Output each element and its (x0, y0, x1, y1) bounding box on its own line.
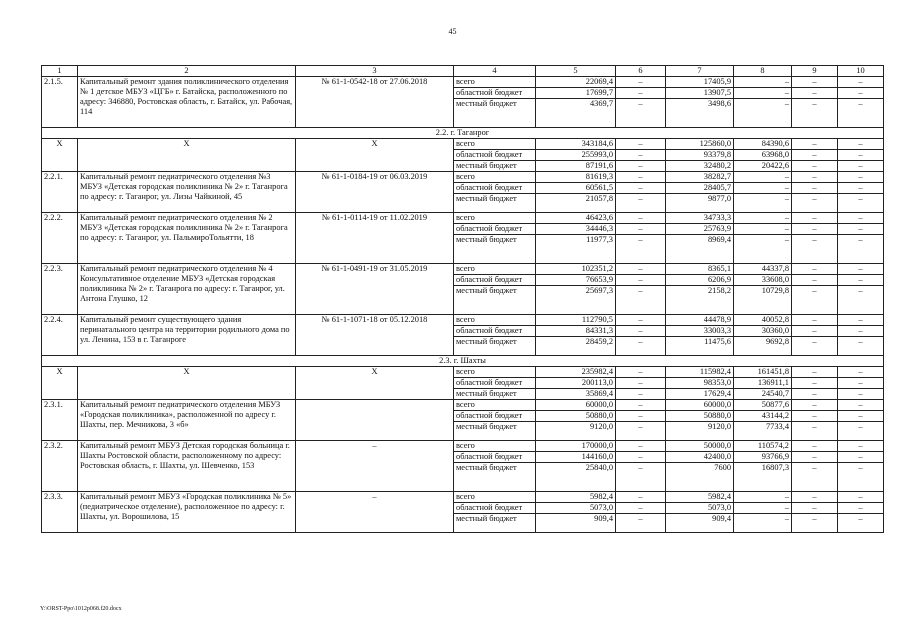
column-6-value: – (616, 194, 666, 213)
column-8-value: 10729,8 (734, 286, 792, 315)
column-7-value: 44478,9 (666, 315, 734, 326)
funding-type: местный бюджет (454, 389, 536, 400)
column-5-value: 50880,0 (536, 411, 616, 422)
section-row (42, 356, 884, 367)
item-number: 2.1.5. (42, 77, 78, 128)
column-5-value: 60561,5 (536, 183, 616, 194)
column-9-value: – (792, 492, 838, 503)
column-5-value: 60000,0 (536, 400, 616, 411)
column-9-value: – (792, 367, 838, 378)
column-8-value: 33608,0 (734, 275, 792, 286)
column-5-value: 81619,3 (536, 172, 616, 183)
column-8-value: – (734, 213, 792, 224)
column-10-value: – (838, 161, 884, 172)
section-row (42, 128, 884, 139)
item-document: № 61-1-0184-19 от 06.03.2019 (296, 172, 454, 213)
column-6-value: – (616, 503, 666, 514)
column-8-value: 43144,2 (734, 411, 792, 422)
column-10-value: – (838, 452, 884, 463)
item-number: 2.3.3. (42, 492, 78, 533)
column-number: 3 (296, 66, 454, 77)
column-8-value: 136911,1 (734, 378, 792, 389)
column-10-value: – (838, 194, 884, 213)
funding-type: всего (454, 315, 536, 326)
column-number: 6 (616, 66, 666, 77)
item-document: № 61-1-0114-19 от 11.02.2019 (296, 213, 454, 264)
funding-type: всего (454, 400, 536, 411)
funding-type: областной бюджет (454, 275, 536, 286)
column-number: 10 (838, 66, 884, 77)
column-6-value: – (616, 77, 666, 88)
column-6-value: – (616, 389, 666, 400)
column-6-value: – (616, 213, 666, 224)
column-9-value: – (792, 99, 838, 128)
column-6-value: – (616, 315, 666, 326)
item-number: 2.3.2. (42, 441, 78, 492)
column-6-value: – (616, 400, 666, 411)
column-8-value: – (734, 503, 792, 514)
item-number: Х (42, 139, 78, 172)
column-9-value: – (792, 194, 838, 213)
column-7-value: 32480,2 (666, 161, 734, 172)
column-10-value: – (838, 400, 884, 411)
column-7-value: 17629,4 (666, 389, 734, 400)
column-7-value: 50880,0 (666, 411, 734, 422)
column-5-value: 87191,6 (536, 161, 616, 172)
column-number: 8 (734, 66, 792, 77)
column-7-value: 34733,3 (666, 213, 734, 224)
column-10-value: – (838, 172, 884, 183)
column-8-value: – (734, 224, 792, 235)
item-name: Капитальный ремонт МБУЗ «Городская поликлиника № 5» (педиатрическое отделение), расположенное по адресу: г. Шахты, ул. Ворошилова, 15 (78, 492, 296, 533)
column-9-value: – (792, 286, 838, 315)
funding-type: областной бюджет (454, 326, 536, 337)
funding-type: всего (454, 172, 536, 183)
column-6-value: – (616, 441, 666, 452)
column-7-value: 6206,9 (666, 275, 734, 286)
column-9-value: – (792, 275, 838, 286)
funding-type: местный бюджет (454, 235, 536, 264)
funding-type: местный бюджет (454, 286, 536, 315)
column-10-value: – (838, 503, 884, 514)
item-name: Капитальный ремонт МБУЗ Детская городская больница г. Шахты Ростовской области, расположенному по адресу: Ростовская область, г. Шахты, ул. Шевченко, 153 (78, 441, 296, 492)
table-row (42, 315, 884, 326)
funding-type: областной бюджет (454, 411, 536, 422)
column-9-value: – (792, 514, 838, 533)
column-7-value: 38282,7 (666, 172, 734, 183)
column-8-value: 40052,8 (734, 315, 792, 326)
column-10-value: – (838, 337, 884, 356)
funding-type: областной бюджет (454, 150, 536, 161)
column-number: 1 (42, 66, 78, 77)
item-number: 2.3.1. (42, 400, 78, 441)
item-name: Капитальный ремонт здания поликлинического отделения № 1 детское МБУЗ «ЦГБ» г. Батайска, расположенного по адресу: 346880, Ростовская область, г. Батайск, ул. Рабочая, 114 (78, 77, 296, 128)
column-8-value: 30360,0 (734, 326, 792, 337)
column-8-value: – (734, 172, 792, 183)
page-number: 45 (448, 27, 457, 36)
item-number: 2.2.1. (42, 172, 78, 213)
column-9-value: – (792, 389, 838, 400)
column-6-value: – (616, 172, 666, 183)
column-7-value: 9877,0 (666, 194, 734, 213)
column-5-value: 17699,7 (536, 88, 616, 99)
item-document: – (296, 492, 454, 533)
column-6-value: – (616, 264, 666, 275)
table-row (42, 367, 884, 378)
column-10-value: – (838, 264, 884, 275)
column-10-value: – (838, 224, 884, 235)
column-5-value: 11977,3 (536, 235, 616, 264)
table-row (42, 441, 884, 452)
column-7-value: 9120,0 (666, 422, 734, 441)
item-name: Капитальный ремонт педиатрического отделения МБУЗ «Городская поликлиника», расположенной по адресу г. Шахты, пер. Мечникова, 3 «б» (78, 400, 296, 441)
footer-file-path: Y:\ORST-Ppo\1012p068.f20.docx (40, 606, 122, 612)
funding-type: местный бюджет (454, 161, 536, 172)
funding-type: местный бюджет (454, 337, 536, 356)
column-6-value: – (616, 183, 666, 194)
column-5-value: 200113,0 (536, 378, 616, 389)
column-number: 2 (78, 66, 296, 77)
column-7-value: 2158,2 (666, 286, 734, 315)
budget-table (41, 65, 884, 533)
item-number: 2.2.4. (42, 315, 78, 356)
funding-type: местный бюджет (454, 463, 536, 492)
column-5-value: 25697,3 (536, 286, 616, 315)
table-row (42, 264, 884, 275)
column-6-value: – (616, 224, 666, 235)
column-5-value: 909,4 (536, 514, 616, 533)
column-10-value: – (838, 441, 884, 452)
funding-type: всего (454, 441, 536, 452)
funding-type: всего (454, 213, 536, 224)
column-7-value: 8365,1 (666, 264, 734, 275)
column-5-value: 5982,4 (536, 492, 616, 503)
column-5-value: 343184,6 (536, 139, 616, 150)
funding-type: местный бюджет (454, 422, 536, 441)
column-8-value: 50877,6 (734, 400, 792, 411)
column-7-value: 3498,6 (666, 99, 734, 128)
item-document: Х (296, 367, 454, 400)
column-7-value: 98353,0 (666, 378, 734, 389)
column-5-value: 112790,5 (536, 315, 616, 326)
item-number: Х (42, 367, 78, 400)
column-7-value: 25763,9 (666, 224, 734, 235)
funding-type: областной бюджет (454, 503, 536, 514)
column-6-value: – (616, 286, 666, 315)
column-6-value: – (616, 452, 666, 463)
item-document: № 61-1-0542-18 от 27.06.2018 (296, 77, 454, 128)
column-8-value: 9692,8 (734, 337, 792, 356)
column-7-value: 5073,0 (666, 503, 734, 514)
column-6-value: – (616, 337, 666, 356)
table-row (42, 139, 884, 150)
column-10-value: – (838, 88, 884, 99)
column-5-value: 28459,2 (536, 337, 616, 356)
column-9-value: – (792, 224, 838, 235)
column-6-value: – (616, 88, 666, 99)
column-8-value: – (734, 183, 792, 194)
column-5-value: 102351,2 (536, 264, 616, 275)
column-8-value: – (734, 77, 792, 88)
column-5-value: 235982,4 (536, 367, 616, 378)
column-5-value: 25840,0 (536, 463, 616, 492)
table-row (42, 400, 884, 411)
item-name: Капитальный ремонт существующего здания перинатального центра на территории родильного дома по ул. Ленина, 153 в г. Таганроге (78, 315, 296, 356)
column-10-value: – (838, 150, 884, 161)
column-6-value: – (616, 411, 666, 422)
column-6-value: – (616, 463, 666, 492)
item-number: 2.2.3. (42, 264, 78, 315)
item-document: № 61-1-0491-19 от 31.05.2019 (296, 264, 454, 315)
column-9-value: – (792, 150, 838, 161)
item-name: Х (78, 367, 296, 400)
column-8-value: – (734, 88, 792, 99)
item-number: 2.2.2. (42, 213, 78, 264)
column-7-value: 8969,4 (666, 235, 734, 264)
column-number: 9 (792, 66, 838, 77)
column-7-value: 11475,6 (666, 337, 734, 356)
column-9-value: – (792, 503, 838, 514)
column-8-value: 93766,9 (734, 452, 792, 463)
column-7-value: 93379,8 (666, 150, 734, 161)
item-name: Х (78, 139, 296, 172)
table-row (42, 213, 884, 224)
column-8-value: 84390,6 (734, 139, 792, 150)
column-10-value: – (838, 367, 884, 378)
column-5-value: 4369,7 (536, 99, 616, 128)
column-7-value: 50000,0 (666, 441, 734, 452)
column-8-value: 16807,3 (734, 463, 792, 492)
column-10-value: – (838, 411, 884, 422)
column-7-value: 42400,0 (666, 452, 734, 463)
column-9-value: – (792, 326, 838, 337)
column-9-value: – (792, 183, 838, 194)
column-5-value: 84331,3 (536, 326, 616, 337)
column-10-value: – (838, 213, 884, 224)
column-10-value: – (838, 389, 884, 400)
table-row (42, 492, 884, 503)
column-9-value: – (792, 77, 838, 88)
column-6-value: – (616, 367, 666, 378)
column-10-value: – (838, 492, 884, 503)
column-9-value: – (792, 441, 838, 452)
column-8-value: – (734, 235, 792, 264)
column-6-value: – (616, 161, 666, 172)
column-9-value: – (792, 264, 838, 275)
item-name: Капитальный ремонт педиатрического отделения №3 МБУЗ «Детская городская поликлиника № 2» г. Таганрога по адресу: г. Таганрог, ул. Лизы Чайкиной, 45 (78, 172, 296, 213)
column-6-value: – (616, 150, 666, 161)
column-10-value: – (838, 275, 884, 286)
column-6-value: – (616, 275, 666, 286)
column-7-value: 909,4 (666, 514, 734, 533)
column-9-value: – (792, 463, 838, 492)
column-5-value: 34446,3 (536, 224, 616, 235)
column-10-value: – (838, 77, 884, 88)
column-9-value: – (792, 452, 838, 463)
column-9-value: – (792, 139, 838, 150)
section-title: 2.3. г. Шахты (42, 356, 884, 367)
column-10-value: – (838, 326, 884, 337)
column-5-value: 170000,0 (536, 441, 616, 452)
column-9-value: – (792, 88, 838, 99)
funding-type: областной бюджет (454, 378, 536, 389)
funding-type: местный бюджет (454, 514, 536, 533)
column-7-value: 125860,0 (666, 139, 734, 150)
column-8-value: 161451,8 (734, 367, 792, 378)
column-8-value: – (734, 492, 792, 503)
column-8-value: 63968,0 (734, 150, 792, 161)
column-8-value: 7733,4 (734, 422, 792, 441)
column-6-value: – (616, 378, 666, 389)
column-5-value: 9120,0 (536, 422, 616, 441)
funding-type: областной бюджет (454, 452, 536, 463)
column-number-row (42, 66, 884, 77)
funding-type: местный бюджет (454, 194, 536, 213)
column-7-value: 115982,4 (666, 367, 734, 378)
column-6-value: – (616, 422, 666, 441)
funding-type: всего (454, 139, 536, 150)
column-9-value: – (792, 378, 838, 389)
column-9-value: – (792, 213, 838, 224)
item-document (296, 400, 454, 441)
column-9-value: – (792, 172, 838, 183)
column-5-value: 21057,8 (536, 194, 616, 213)
column-8-value: 20422,6 (734, 161, 792, 172)
column-8-value: 24540,7 (734, 389, 792, 400)
column-9-value: – (792, 400, 838, 411)
column-6-value: – (616, 514, 666, 533)
column-9-value: – (792, 315, 838, 326)
column-8-value: 44337,8 (734, 264, 792, 275)
column-7-value: 33003,3 (666, 326, 734, 337)
column-10-value: – (838, 139, 884, 150)
column-10-value: – (838, 315, 884, 326)
column-8-value: 110574,2 (734, 441, 792, 452)
column-number: 7 (666, 66, 734, 77)
column-8-value: – (734, 194, 792, 213)
item-document: Х (296, 139, 454, 172)
column-6-value: – (616, 139, 666, 150)
column-10-value: – (838, 463, 884, 492)
column-5-value: 35869,4 (536, 389, 616, 400)
column-8-value: – (734, 514, 792, 533)
column-6-value: – (616, 326, 666, 337)
column-10-value: – (838, 183, 884, 194)
column-5-value: 46423,6 (536, 213, 616, 224)
column-7-value: 17405,9 (666, 77, 734, 88)
column-9-value: – (792, 161, 838, 172)
section-title: 2.2. г. Таганрог (42, 128, 884, 139)
funding-type: областной бюджет (454, 224, 536, 235)
funding-type: всего (454, 367, 536, 378)
funding-type: местный бюджет (454, 99, 536, 128)
funding-type: всего (454, 264, 536, 275)
column-10-value: – (838, 378, 884, 389)
column-9-value: – (792, 411, 838, 422)
column-9-value: – (792, 235, 838, 264)
column-7-value: 5982,4 (666, 492, 734, 503)
column-8-value: – (734, 99, 792, 128)
funding-type: областной бюджет (454, 88, 536, 99)
column-7-value: 7600 (666, 463, 734, 492)
column-5-value: 5073,0 (536, 503, 616, 514)
column-7-value: 13907,5 (666, 88, 734, 99)
column-10-value: – (838, 99, 884, 128)
column-7-value: 60000,0 (666, 400, 734, 411)
column-number: 5 (536, 66, 616, 77)
item-document: – (296, 441, 454, 492)
column-5-value: 255993,0 (536, 150, 616, 161)
column-5-value: 144160,0 (536, 452, 616, 463)
column-10-value: – (838, 235, 884, 264)
column-6-value: – (616, 492, 666, 503)
column-7-value: 28405,7 (666, 183, 734, 194)
column-10-value: – (838, 422, 884, 441)
item-name: Капитальный ремонт педиатрического отделения № 2 МБУЗ «Детская городская поликлиника № 2» г. Таганрога по адресу: г. Таганрог, ул. ПальмироТольятти, 18 (78, 213, 296, 264)
column-5-value: 76653,9 (536, 275, 616, 286)
funding-type: областной бюджет (454, 183, 536, 194)
column-5-value: 22069,4 (536, 77, 616, 88)
column-10-value: – (838, 286, 884, 315)
column-9-value: – (792, 337, 838, 356)
item-document: № 61-1-1071-18 от 05.12.2018 (296, 315, 454, 356)
funding-type: всего (454, 77, 536, 88)
table-row (42, 77, 884, 88)
column-number: 4 (454, 66, 536, 77)
column-9-value: – (792, 422, 838, 441)
funding-type: всего (454, 492, 536, 503)
column-6-value: – (616, 235, 666, 264)
column-6-value: – (616, 99, 666, 128)
item-name: Капитальный ремонт педиатрического отделения № 4 Консультативное отделение МБУЗ «Детская городская поликлиника № 2» г. Таганрога по адресу: г. Таганрог, ул. Антона Глушко, 12 (78, 264, 296, 315)
column-10-value: – (838, 514, 884, 533)
table-row (42, 172, 884, 183)
